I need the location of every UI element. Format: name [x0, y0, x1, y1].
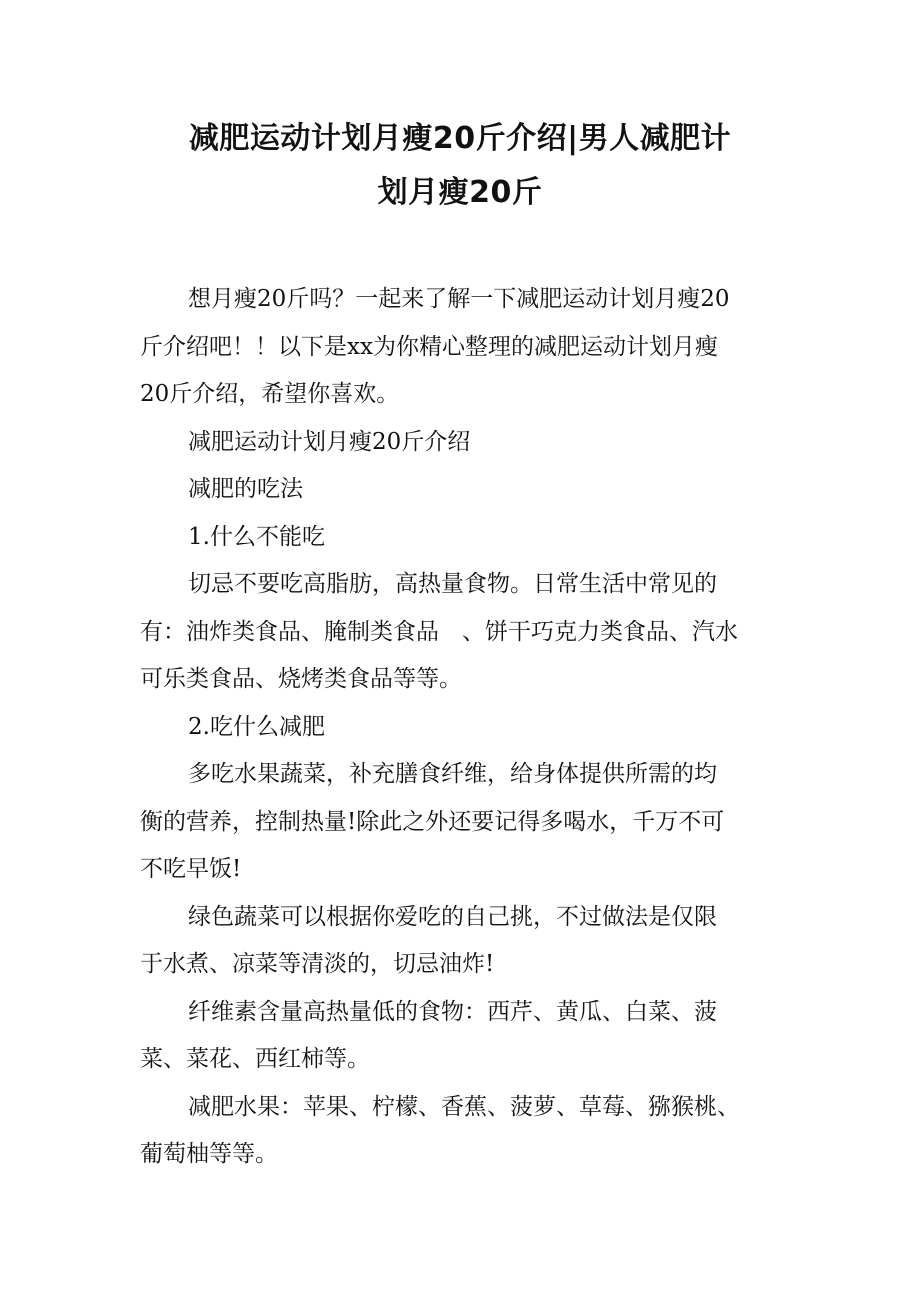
section-heading	[140, 466, 790, 514]
paragraph-line: 葡萄柚等等。	[140, 1141, 278, 1167]
paragraph	[140, 989, 790, 1084]
paragraph-line: 不吃早饭!	[140, 856, 242, 882]
document-title	[120, 112, 800, 220]
paragraph-line: 减肥水果：苹果、柠檬、香蕉、菠萝、草莓、猕猴桃、	[188, 1093, 740, 1120]
title-line-2: 划月瘦20斤	[377, 175, 543, 210]
paragraph-line: 斤介绍吧！！以下是xx为你精心整理的减肥运动计划月瘦	[140, 333, 718, 360]
paragraph-line: 有：油炸类食品、腌制类食品 、饼干巧克力类食品、汽水	[140, 618, 738, 645]
paragraph-line: 衡的营养，控制热量!除此之外还要记得多喝水，千万不可	[140, 808, 725, 835]
title-line-1: 减肥运动计划月瘦20斤介绍|男人减肥计	[188, 121, 732, 156]
paragraph-line: 1.什么不能吃	[188, 523, 325, 550]
paragraph-line: 减肥运动计划月瘦20斤介绍	[188, 428, 471, 455]
paragraph-line: 2.吃什么减肥	[188, 713, 325, 740]
paragraph-line: 于水煮、凉菜等清淡的，切忌油炸!	[140, 951, 495, 977]
paragraph-line: 可乐类食品、烧烤类食品等等。	[140, 666, 462, 692]
paragraph-line: 多吃水果蔬菜，补充膳食纤维，给身体提供所需的均	[188, 761, 717, 787]
paragraph-line: 绿色蔬菜可以根据你爱吃的自己挑，不过做法是仅限	[188, 903, 717, 930]
section-heading	[140, 704, 790, 752]
paragraph	[140, 894, 790, 989]
paragraph	[140, 751, 790, 894]
document-body	[140, 276, 790, 1179]
section-heading	[140, 419, 790, 467]
paragraph	[140, 1084, 790, 1179]
paragraph-line: 切忌不要吃高脂肪，高热量食物。日常生活中常见的	[188, 571, 717, 597]
paragraph-line: 纤维素含量高热量低的食物：西芹、黄瓜、白菜、菠	[188, 998, 717, 1025]
paragraph-line: 想月瘦20斤吗？一起来了解一下减肥运动计划月瘦20	[188, 286, 730, 312]
paragraph-line: 菜、菜花、西红柿等。	[140, 1046, 370, 1072]
section-heading	[140, 514, 790, 562]
paragraph-line: 减肥的吃法	[188, 476, 303, 502]
paragraph-line: 20斤介绍，希望你喜欢。	[140, 381, 400, 407]
paragraph-intro	[140, 276, 790, 419]
paragraph	[140, 561, 790, 704]
